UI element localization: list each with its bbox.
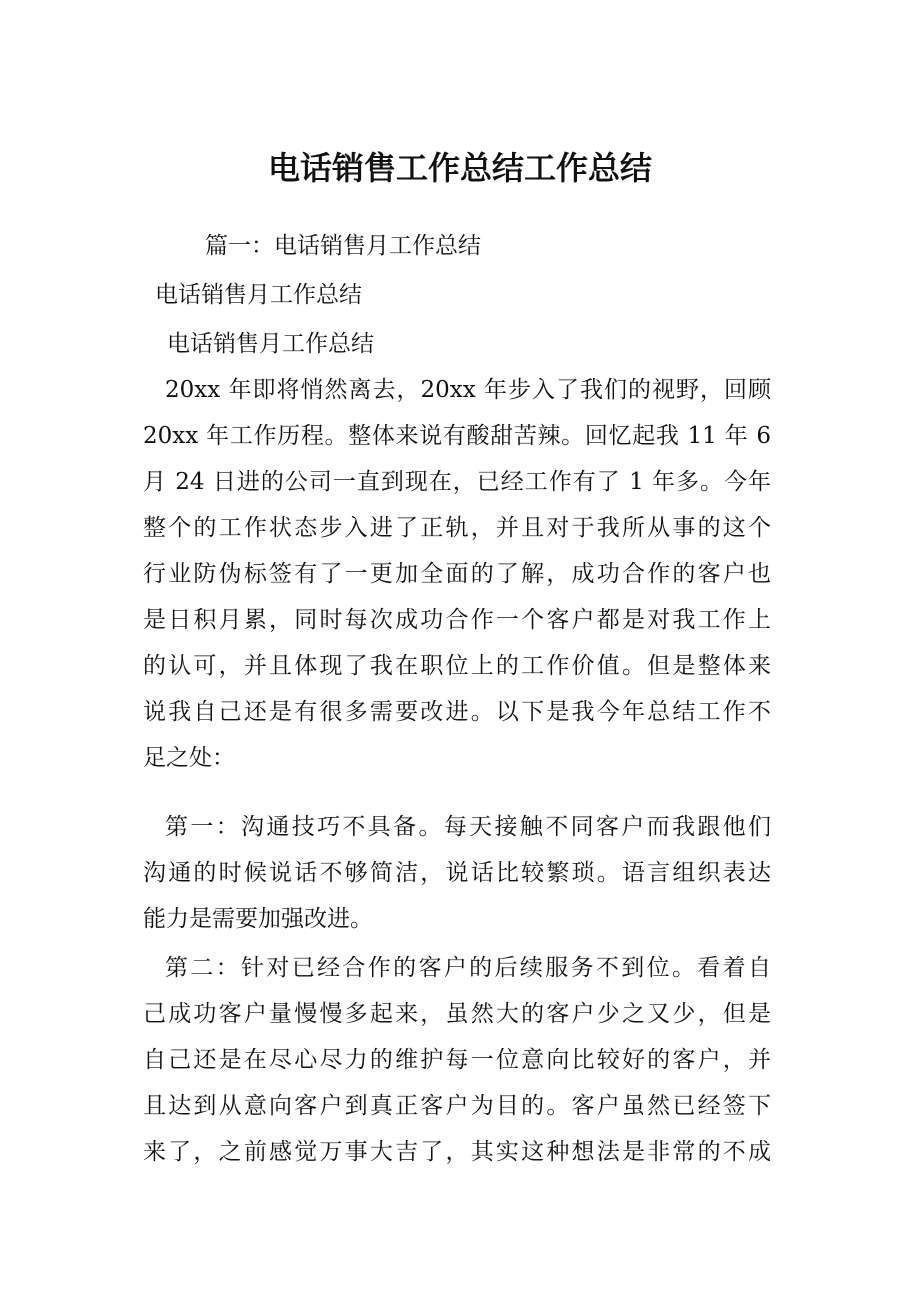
paragraph-line: 第二：针对已经合作的客户的后续服务不到位。看着自 [165, 955, 771, 981]
paragraph-line: 能力是需要加强改进。 [143, 906, 373, 932]
paragraph-line: 是日积月累，同时每次成功合作一个客户都是对我工作上 [143, 607, 771, 633]
paragraph-line: 行业防伪标签有了一更加全面的了解，成功合作的客户也 [143, 561, 771, 587]
paragraph-line: 第一：沟通技巧不具备。每天接触不同客户而我跟他们 [165, 814, 771, 840]
paragraph-line: 己成功客户量慢慢多起来，虽然大的客户少之又少，但是 [143, 1001, 771, 1027]
paragraph-line: 20xx 年工作历程。整体来说有酸甜苦辣。回忆起我 11 年 6 [143, 423, 771, 449]
paragraph-line: 整个的工作状态步入进了正轨，并且对于我所从事的这个 [143, 515, 771, 541]
paragraph-line: 沟通的时候说话不够简洁，说话比较繁琐。语言组织表达 [143, 860, 771, 886]
document-title: 电话销售工作总结工作总结 [267, 149, 652, 187]
subheading-2: 电话销售月工作总结 [167, 331, 374, 357]
paragraph-point-two [143, 945, 771, 1175]
paragraph-intro [143, 367, 771, 781]
paragraph-line: 的认可，并且体现了我在职位上的工作价值。但是整体来 [143, 653, 771, 679]
paragraph-line: 来了，之前感觉万事大吉了，其实这种想法是非常的不成 [143, 1139, 771, 1165]
paragraph-line: 足之处： [143, 745, 235, 771]
paragraph-line: 自己还是在尽心尽力的维护每一位意向比较好的客户，并 [143, 1047, 771, 1073]
paragraph-line: 月 24 日进的公司一直到现在，已经工作有了 1 年多。今年 [143, 469, 771, 495]
subheading-1: 电话销售月工作总结 [155, 282, 362, 308]
section-heading: 篇一：电话销售月工作总结 [205, 233, 481, 259]
paragraph-line: 说我自己还是有很多需要改进。以下是我今年总结工作不 [143, 699, 771, 725]
paragraph-point-one [143, 804, 771, 942]
paragraph-line: 20xx 年即将悄然离去，20xx 年步入了我们的视野，回顾 [165, 377, 771, 403]
paragraph-line: 且达到从意向客户到真正客户为目的。客户虽然已经签下 [143, 1093, 771, 1119]
